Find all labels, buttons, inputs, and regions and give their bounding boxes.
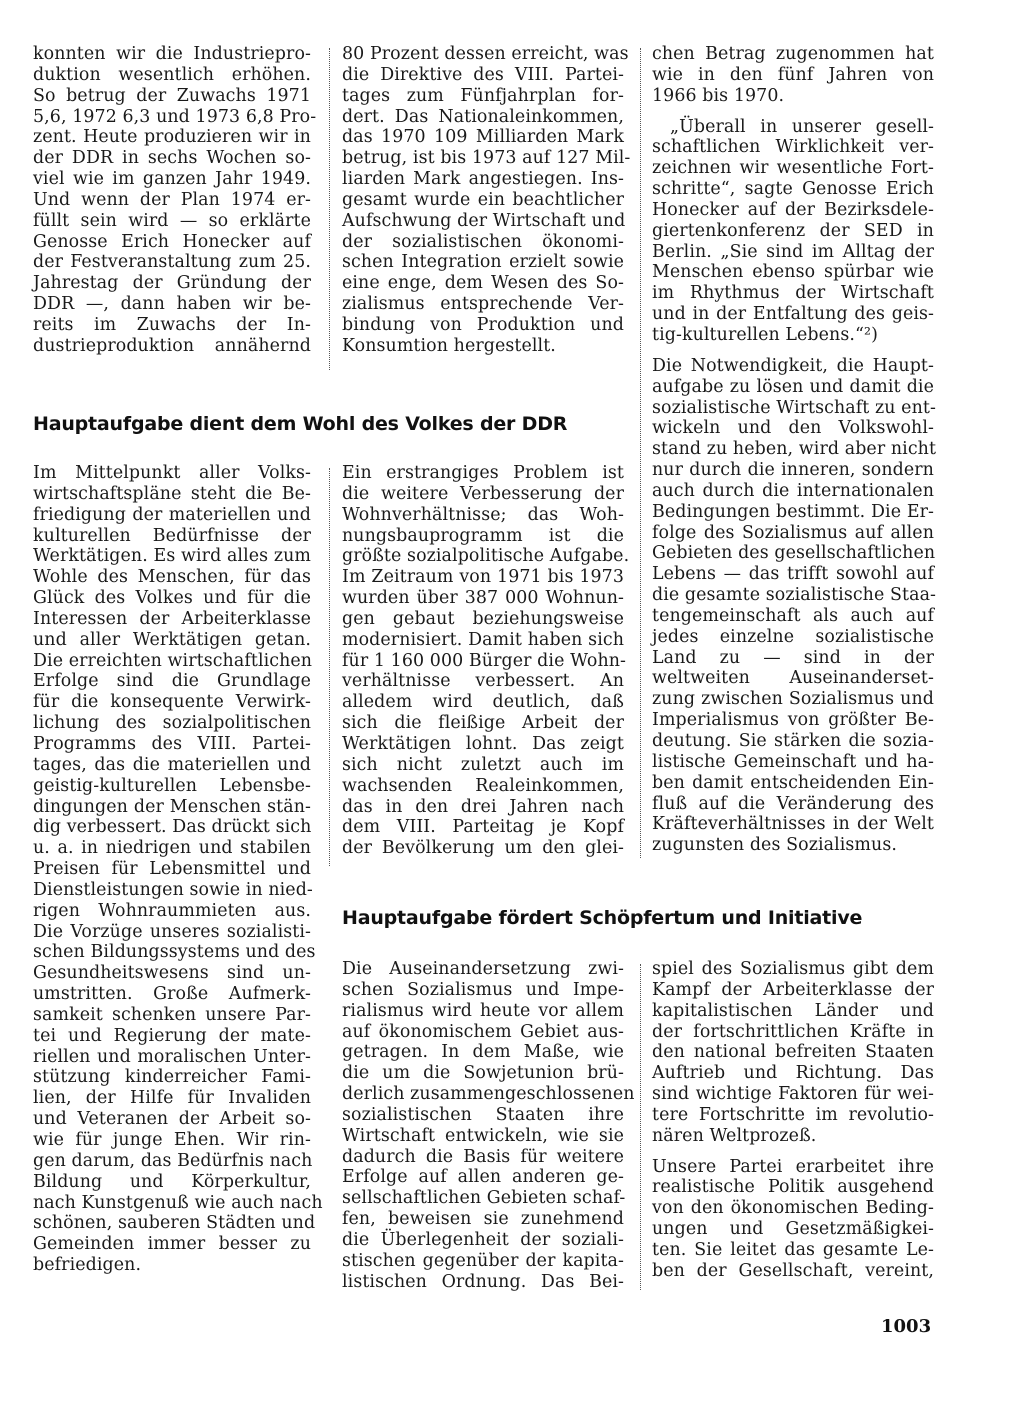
text-line: Aufschwung der Wirtschaft und — [342, 210, 626, 231]
text-line: tengemeinschaft als auch auf — [652, 605, 934, 626]
text-line: dem VIII. Parteitag je Kopf — [342, 817, 624, 838]
text-line: bindung von Produktion und — [342, 314, 624, 335]
text-line: modernisiert. Damit haben sich — [342, 629, 624, 650]
text-line: sich die fleißige Arbeit der — [342, 713, 624, 734]
text-line: zialismus entsprechende Ver- — [342, 294, 624, 315]
text-line: Werktätigen lohnt. Das zeigt — [342, 733, 624, 754]
text-line: Gemeinden immer besser zu — [33, 1234, 311, 1255]
text-line: schaftlichen Wirklichkeit ver- — [652, 137, 934, 158]
text-line: ben damit entscheidenden Ein- — [652, 772, 934, 793]
text-line: befriedigen. — [33, 1255, 142, 1276]
text-line: Jahrestag der Gründung der — [33, 273, 311, 294]
column-divider — [329, 468, 330, 866]
text-line: rigen Wohnraummieten aus. — [33, 900, 311, 921]
text-line: und in der Entfaltung des geis- — [652, 304, 934, 325]
text-line: weltweiten Auseinanderset- — [652, 668, 934, 689]
text-line: auf ökonomischem Gebiet aus- — [342, 1021, 624, 1042]
text-line: friedigung der materiellen und — [33, 504, 311, 525]
text-line: ten. Sie leitet das gesamte Le- — [652, 1239, 934, 1260]
text-line: Kampf der Arbeiterklasse der — [652, 979, 934, 1000]
text-line: fluß auf die Veränderung des — [652, 793, 934, 814]
text-line: Berlin. „Sie sind im Alltag der — [652, 241, 934, 262]
text-line: sellschaftlichen Gebieten schaf- — [342, 1188, 626, 1209]
right-column-paragraph-1 — [652, 44, 934, 107]
text-line: der sozialistischen ökonomi- — [342, 231, 624, 252]
text-line: rialismus wird heute vor allem — [342, 1000, 624, 1021]
text-line: wie in den fünf Jahren von — [652, 64, 934, 85]
text-line: dert. Das Nationaleinkommen, — [342, 106, 624, 127]
text-line: Im Zeitraum von 1971 bis 1973 — [342, 567, 624, 588]
text-line: stand zu heben, wird aber nicht — [652, 439, 937, 460]
text-line: Erfolge auf allen anderen ge- — [342, 1167, 624, 1188]
text-line: die Überlegenheit der soziali- — [342, 1229, 624, 1250]
text-line: Unsere Partei erarbeitet ihre — [652, 1156, 934, 1177]
text-line: für 1 160 000 Bürger die Wohn- — [342, 650, 627, 671]
text-line: Land zu — sind in der — [652, 647, 934, 668]
text-line: aufgabe zu lösen und damit die — [652, 376, 934, 397]
text-line: Auftrieb und Richtung. Das — [652, 1063, 934, 1084]
right-column-paragraph-3 — [652, 355, 937, 856]
text-line: nungsbauprogramm ist die — [342, 525, 624, 546]
text-line: Dienstleistungen sowie in nied- — [33, 879, 313, 900]
text-line: betrug, ist bis 1973 auf 127 Mil- — [342, 148, 631, 169]
text-line: Bedingungen bestimmt. Die Er- — [652, 501, 934, 522]
text-line: tei und Regierung der mate- — [33, 1025, 311, 1046]
text-line: realistische Politik ausgehend — [652, 1177, 934, 1198]
text-line: fen, beweisen sie zunehmend — [342, 1209, 624, 1230]
section-heading-2: Hauptaufgabe fördert Schöpfertum und Initiative — [342, 907, 863, 929]
text-line: Bildung und Körperkultur, — [33, 1171, 311, 1192]
text-line: größte sozialpolitische Aufgabe. — [342, 546, 630, 567]
text-line: Konsumtion hergestellt. — [342, 335, 556, 356]
top-column-1 — [33, 44, 317, 357]
section1-column-2 — [342, 463, 630, 859]
text-line: zung zwischen Sozialismus und — [652, 689, 934, 710]
text-line: gesamt wurde ein beachtlicher — [342, 189, 624, 210]
text-line: Interessen der Arbeiterklasse — [33, 608, 311, 629]
text-line: im Rhythmus der Wirtschaft — [652, 283, 934, 304]
text-line: zugunsten des Sozialismus. — [652, 835, 897, 856]
text-line: sind wichtige Faktoren für wei- — [652, 1084, 934, 1105]
section-heading-1: Hauptaufgabe dient dem Wohl des Volkes der DDR — [33, 413, 568, 435]
text-line: nur durch die inneren, sondern — [652, 460, 934, 481]
text-line: Gebieten des gesellschaftlichen — [652, 543, 936, 564]
text-line: das 1970 109 Milliarden Mark — [342, 127, 624, 148]
text-line: geistig-kulturellen Lebensbe- — [33, 775, 311, 796]
text-line: duktion wesentlich erhöhen. — [33, 64, 311, 85]
text-line: tere Fortschritte im revolutio- — [652, 1104, 934, 1125]
text-line: den national befreiten Staaten — [652, 1042, 934, 1063]
text-line: spiel des Sozialismus gibt dem — [652, 959, 934, 979]
text-line: ben der Gesellschaft, vereint, — [652, 1260, 934, 1281]
text-line: Erfolge sind die Grundlage — [33, 671, 311, 692]
text-line: Programms des VIII. Partei- — [33, 733, 311, 754]
text-line: Wirtschaft entwickeln, wie sie — [342, 1125, 624, 1146]
text-line: lien, der Hilfe für Invaliden — [33, 1088, 311, 1109]
text-line: wurden über 387 000 Wohnun- — [342, 588, 624, 609]
text-line: Die erreichten wirtschaftlichen — [33, 650, 313, 671]
text-line: und aller Werktätigen getan. — [33, 629, 311, 650]
right-column-paragraph-2 — [652, 117, 934, 346]
text-line: umstritten. Große Aufmerk- — [33, 984, 311, 1005]
text-line: zeichnen wir wesentliche Fort- — [652, 158, 934, 179]
text-line: schritte“, sagte Genosse Erich — [652, 179, 934, 200]
text-line: Genosse Erich Honecker auf — [33, 231, 311, 252]
text-line: der Bevölkerung um den glei- — [342, 838, 624, 859]
text-line: die Direktive des VIII. Partei- — [342, 64, 624, 85]
text-line: Kräfteverhältnisses in der Welt — [652, 814, 934, 835]
text-line: schönen, sauberen Städten und — [33, 1213, 316, 1234]
text-line: getragen. In dem Maße, wie — [342, 1042, 624, 1063]
text-line: Preisen für Lebensmittel und — [33, 859, 311, 880]
text-line: Wohnverhältnisse; das Woh- — [342, 504, 624, 525]
text-line: die gesamte sozialistische Staa- — [652, 585, 937, 606]
section2-column-2-paragraph-1 — [652, 959, 934, 1147]
text-line: die weitere Verbesserung der — [342, 483, 624, 504]
text-line: alledem wird deutlich, daß — [342, 692, 624, 713]
text-line: 1966 bis 1970. — [652, 85, 785, 106]
text-line: So betrug der Zuwachs 1971 — [33, 85, 311, 106]
text-line: stützung kinderreicher Fami- — [33, 1067, 311, 1088]
text-line: Glück des Volkes und für die — [33, 588, 311, 609]
text-line: listischen Ordnung. Das Bei- — [342, 1271, 624, 1292]
text-line: auch durch die internationalen — [652, 480, 934, 501]
column-divider — [329, 48, 330, 370]
text-line: reits im Zuwachs der In- — [33, 314, 311, 335]
text-line: Die Auseinandersetzung zwi- — [342, 959, 624, 979]
section1-column-1 — [33, 463, 323, 1276]
text-line: gen gebaut beziehungsweise — [342, 608, 624, 629]
text-line: lichung des sozialpolitischen — [33, 713, 311, 734]
text-line: Imperialismus von größter Be- — [652, 710, 934, 731]
section2-column-2-paragraph-2 — [652, 1157, 934, 1282]
text-line: Wohle des Menschen, für das — [33, 567, 311, 588]
right-column — [652, 44, 937, 856]
section2-column-1 — [342, 959, 635, 1293]
text-line: „Überall in unserer gesell- — [670, 116, 934, 137]
text-line: giertenkonferenz der SED in — [652, 220, 934, 241]
text-line: Honecker auf der Bezirksdele- — [652, 199, 934, 220]
text-line: dadurch die Basis für weitere — [342, 1146, 624, 1167]
text-line: riellen und moralischen Unter- — [33, 1046, 311, 1067]
text-line: samkeit schenken unsere Par- — [33, 1004, 311, 1025]
text-line: gen darum, das Bedürfnis nach — [33, 1150, 313, 1171]
text-line: nären Weltprozeß. — [652, 1125, 817, 1146]
text-line: der fortschrittlichen Kräfte in — [652, 1021, 934, 1042]
text-line: 5,6, 1972 6,3 und 1973 6,8 Pro- — [33, 106, 317, 127]
text-line: stischen gegenüber der kapita- — [342, 1250, 624, 1271]
text-line: schen Sozialismus und Impe- — [342, 979, 624, 1000]
text-line: kulturellen Bedürfnisse der — [33, 525, 311, 546]
text-line: tig-kulturellen Lebens.“²) — [652, 324, 878, 345]
text-line: DDR —, dann haben wir be- — [33, 294, 311, 315]
text-line: zent. Heute produzieren wir in — [33, 127, 311, 148]
text-line: ungen und Gesetzmäßigkei- — [652, 1219, 934, 1240]
page-number: 1003 — [881, 1316, 932, 1337]
text-line: dustrieproduktion annähernd — [33, 335, 311, 356]
top-column-2 — [342, 44, 631, 357]
text-line: füllt sein wird — so erklärte — [33, 210, 311, 231]
text-line: das in den drei Jahren nach — [342, 796, 624, 817]
text-line: nach Kunstgenuß wie auch nach — [33, 1192, 323, 1213]
text-line: der DDR in sechs Wochen so- — [33, 148, 311, 169]
text-line: sich nicht zuletzt auch im — [342, 754, 624, 775]
text-line: 80 Prozent dessen erreicht, was — [342, 44, 629, 64]
text-line: kapitalistischen Länder und — [652, 1000, 934, 1021]
text-line: schen Integration erzielt sowie — [342, 252, 624, 273]
text-line: chen Betrag zugenommen hat — [652, 44, 934, 64]
text-line: von den ökonomischen Beding- — [652, 1198, 934, 1219]
text-line: folge des Sozialismus auf allen — [652, 522, 934, 543]
text-line: Lebens — das trifft sowohl auf — [652, 564, 934, 585]
text-line: Und wenn der Plan 1974 er- — [33, 189, 311, 210]
text-line: deutung. Sie stärken die sozia- — [652, 731, 934, 751]
text-line: und Veteranen der Arbeit so- — [33, 1109, 311, 1130]
column-divider — [640, 48, 641, 858]
text-line: Die Notwendigkeit, die Haupt- — [652, 355, 934, 376]
text-line: wirtschaftspläne steht die Be- — [33, 483, 311, 504]
text-line: für die konsequente Verwirk- — [33, 692, 311, 713]
text-line: Ein erstrangiges Problem ist — [342, 463, 624, 483]
text-line: Die Vorzüge unseres sozialisti- — [33, 921, 311, 942]
text-line: jedes einzelne sozialistische — [652, 626, 934, 647]
text-line: eine enge, dem Wesen des So- — [342, 273, 624, 294]
section2-column-2 — [652, 959, 934, 1282]
text-line: wachsenden Realeinkommen, — [342, 775, 624, 796]
text-line: Werktätigen. Es wird alles zum — [33, 546, 311, 567]
text-line: dig verbessert. Das drückt sich — [33, 817, 312, 838]
text-line: derlich zusammengeschlossenen — [342, 1084, 635, 1105]
column-divider — [640, 964, 641, 1290]
text-line: konnten wir die Industriepro- — [33, 44, 311, 64]
text-line: listische Gemeinschaft und ha- — [652, 751, 934, 772]
text-line: viel wie im ganzen Jahr 1949. — [33, 169, 311, 190]
text-line: u. a. in niedrigen und stabilen — [33, 838, 311, 859]
text-line: Im Mittelpunkt aller Volks- — [33, 463, 311, 483]
text-line: sozialistische Wirtschaft zu ent- — [652, 397, 936, 418]
text-line: liarden Mark angestiegen. Ins- — [342, 169, 624, 190]
text-line: die um die Sowjetunion brü- — [342, 1063, 624, 1084]
text-line: wie für junge Ehen. Wir rin- — [33, 1130, 311, 1150]
text-line: sozialistischen Staaten ihre — [342, 1104, 624, 1125]
text-line: dingungen der Menschen stän- — [33, 796, 311, 817]
text-line: wickeln und den Volkswohl- — [652, 418, 934, 439]
text-line: tages, das die materiellen und — [33, 754, 311, 775]
text-line: schen Bildungssystems und des — [33, 942, 316, 963]
text-line: tages zum Fünfjahrplan for- — [342, 85, 624, 106]
text-line: verhältnisse verbessert. An — [342, 671, 624, 692]
text-line: Gesundheitswesens sind un- — [33, 963, 311, 984]
text-line: der Festveranstaltung zum 25. — [33, 252, 311, 273]
text-line: Menschen ebenso spürbar wie — [652, 262, 934, 283]
